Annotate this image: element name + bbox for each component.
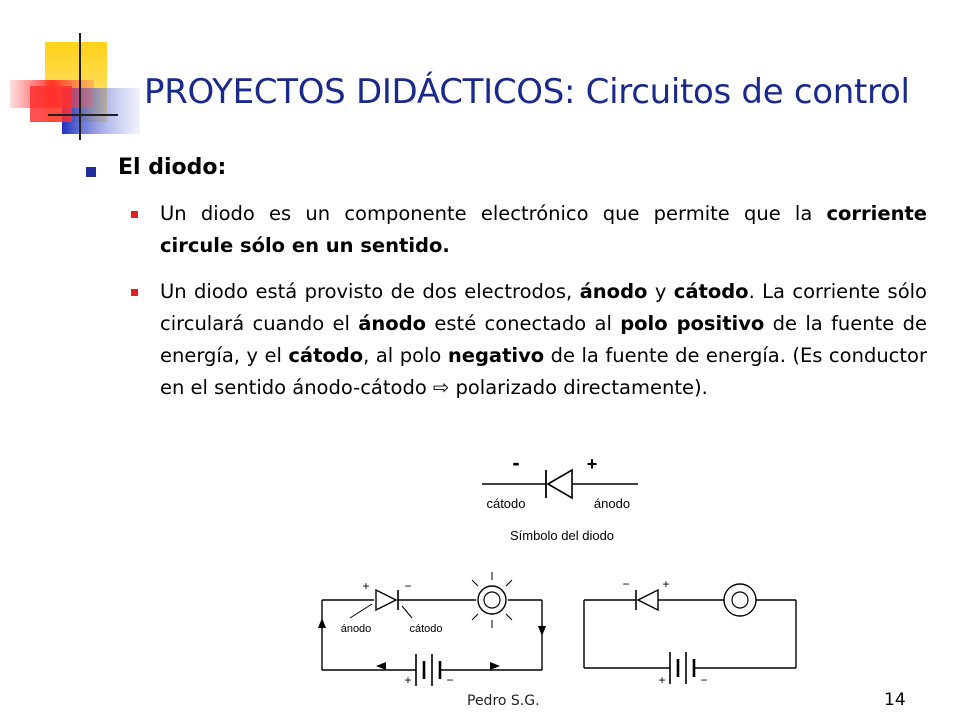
circuit1-anode-label: ánodo: [340, 623, 372, 635]
forward-biased-circuit-diagram: [312, 562, 562, 692]
bold-text-segment: cátodo: [288, 344, 364, 367]
symbol-anode-label: ánodo: [593, 496, 631, 511]
circuit2-diode-minus: −: [622, 577, 630, 591]
circuit1-battery-plus: +: [404, 673, 412, 687]
text-segment: esté conectado al: [426, 312, 621, 335]
bold-text-segment: ánodo: [358, 312, 427, 335]
text-segment: Un diodo es un componente electrónico que permite que la: [160, 202, 827, 225]
circuit1-diode-minus: −: [404, 579, 412, 593]
diode-symbol-figure: [470, 448, 650, 548]
sub-bullet-1: [131, 211, 138, 218]
symbol-minus-label: -: [512, 450, 520, 475]
symbol-plus-label: +: [586, 454, 598, 474]
circuit2-battery-plus: +: [658, 673, 666, 687]
slide-title: PROYECTOS DIDÁCTICOS: Circuitos de control: [144, 72, 910, 112]
text-segment: , al polo: [363, 344, 448, 367]
bold-text-segment: polo positivo: [620, 312, 765, 335]
footer-author: Pedro S.G.: [467, 693, 540, 709]
reverse-biased-circuit-diagram: [574, 570, 810, 692]
circuit2-diode-plus: +: [662, 577, 670, 591]
lamp-lit: [478, 586, 506, 614]
circuit1-diode-plus: +: [362, 579, 370, 593]
heading-bullet: [86, 167, 96, 177]
text-segment: . La corriente sólo circulará cuando el: [160, 280, 927, 335]
bold-text-segment: ánodo: [579, 280, 648, 303]
bold-text-segment: corriente circule sólo en un sentido.: [160, 202, 927, 257]
symbol-caption: Símbolo del diodo: [509, 528, 615, 543]
bold-text-segment: cátodo: [673, 280, 749, 303]
decorative-logo: [0, 0, 140, 150]
text-segment: de la fuente de energía, y el: [160, 312, 928, 367]
lamp-off: [724, 584, 756, 616]
text-segment: Un diodo está provisto de dos electrodos,: [160, 280, 580, 303]
text-segment: de la fuente de energía. (Es conductor en el sentido ánodo-cátodo ⇨ polarizado directamente).: [160, 344, 927, 399]
circuit1-battery-minus: −: [446, 673, 454, 687]
circuit1-cathode-label: cátodo: [409, 623, 443, 635]
paragraph-diode-definition: [160, 198, 927, 262]
symbol-cathode-label: cátodo: [486, 496, 526, 511]
bold-text-segment: negativo: [447, 344, 545, 367]
sub-bullet-2: [131, 289, 138, 296]
paragraph-diode-electrodes: [160, 276, 927, 404]
circuit2-battery-minus: −: [700, 673, 708, 687]
text-segment: y: [647, 280, 674, 303]
section-heading: El diodo:: [118, 155, 227, 180]
page-number: 14: [884, 690, 906, 710]
